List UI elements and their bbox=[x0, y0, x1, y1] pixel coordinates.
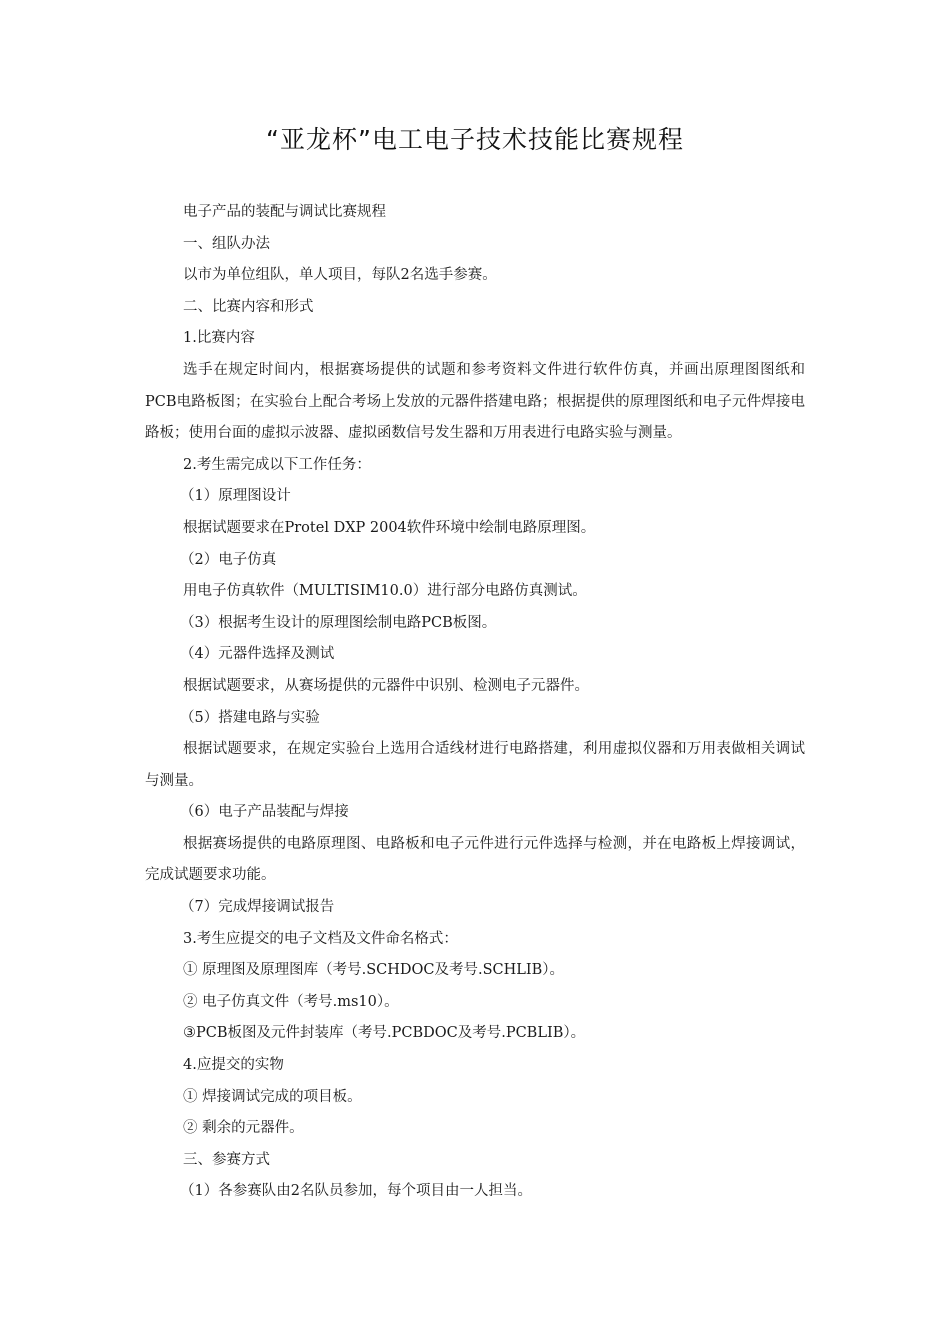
task-item: （3）根据考生设计的原理图绘制电路PCB板图。 bbox=[180, 614, 497, 631]
section-subtitle: 电子产品的装配与调试比赛规程 bbox=[183, 204, 386, 220]
task-item: （4）元器件选择及测试 bbox=[180, 646, 335, 663]
subsection-heading: 1.比赛内容 bbox=[183, 330, 255, 347]
list-item: ① 焊接调试完成的项目板。 bbox=[183, 1088, 362, 1105]
section-heading: 三、参赛方式 bbox=[183, 1151, 270, 1168]
list-item: ① 原理图及原理图库（考号.SCHDOC及考号.SCHLIB）。 bbox=[183, 962, 565, 979]
paragraph: 用电子仿真软件（MULTISIM10.0）进行部分电路仿真测试。 bbox=[183, 583, 587, 600]
task-item: （7）完成焊接调试报告 bbox=[180, 899, 335, 916]
subsection-heading: 3.考生应提交的电子文档及文件命名格式： bbox=[183, 930, 458, 947]
paragraph: 根据试题要求在Protel DXP 2004软件环境中绘制电路原理图。 bbox=[183, 519, 596, 536]
task-item: （2）电子仿真 bbox=[180, 551, 277, 568]
document-body bbox=[145, 197, 805, 1208]
subsection-heading: 4.应提交的实物 bbox=[183, 1057, 284, 1074]
paragraph: 选手在规定时间内，根据赛场提供的试题和参考资料文件进行软件仿真，并画出原理图图纸和PCB电路板图；在实验台上配合考场上发放的元器件搭建电路；根据提供的原理图纸和电子元件焊接电路板；使用台面的虚拟示波器、虚拟函数信号发生器和万用表进行电路实验与测量。 bbox=[145, 361, 805, 442]
list-item: （1）各参赛队由2名队员参加，每个项目由一人担当。 bbox=[180, 1183, 532, 1200]
paragraph: 以市为单位组队，单人项目，每队2名选手参赛。 bbox=[183, 267, 497, 284]
paragraph: 根据试题要求，从赛场提供的元器件中识别、检测电子元器件。 bbox=[183, 677, 589, 694]
task-item: （1）原理图设计 bbox=[180, 488, 291, 505]
paragraph: 根据赛场提供的电路原理图、电路板和电子元件进行元件选择与检测，并在电路板上焊接调试，完成试题要求功能。 bbox=[145, 835, 805, 884]
task-item: （5）搭建电路与实验 bbox=[180, 709, 320, 726]
list-item: ③PCB板图及元件封装库（考号.PCBDOC及考号.PCBLIB）。 bbox=[183, 1025, 586, 1042]
list-item: ② 剩余的元器件。 bbox=[183, 1120, 304, 1137]
paragraph: 根据试题要求，在规定实验台上选用合适线材进行电路搭建，利用虚拟仪器和万用表做相关调试与测量。 bbox=[145, 741, 805, 789]
task-item: （6）电子产品装配与焊接 bbox=[180, 804, 349, 821]
list-item: ② 电子仿真文件（考号.ms10）。 bbox=[183, 993, 399, 1010]
document-title: “亚龙杯”电工电子技术技能比赛规程 bbox=[266, 125, 684, 154]
section-heading: 二、比赛内容和形式 bbox=[183, 298, 314, 315]
section-heading: 一、组队办法 bbox=[183, 235, 270, 252]
subsection-heading: 2.考生需完成以下工作任务： bbox=[183, 456, 371, 473]
